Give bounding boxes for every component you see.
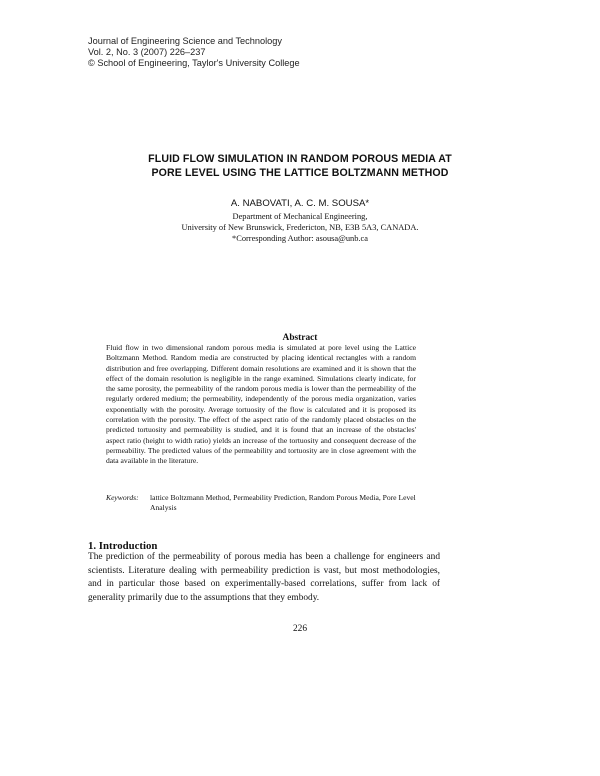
journal-header (88, 36, 300, 69)
university: University of New Brunswick, Fredericton, NB, E3B 5A3, CANADA. (181, 223, 419, 232)
keywords-label: Keywords: (106, 493, 139, 502)
journal-name: Journal of Engineering Science and Technology (88, 36, 282, 46)
title-line-2: PORE LEVEL USING THE LATTICE BOLTZMANN METHOD (151, 167, 449, 179)
journal-copyright: © School of Engineering, Taylor's University College (88, 58, 300, 68)
corresponding-author: *Corresponding Author: asousa@unb.ca (232, 234, 368, 243)
keywords-text: lattice Boltzmann Method, Permeability Prediction, Random Porous Media, Pore Level Analysis (150, 493, 416, 513)
page-number: 226 (292, 624, 308, 634)
introduction-heading: 1. Introduction (88, 540, 158, 552)
paper-title (60, 152, 540, 180)
authors: A. NABOVATI, A. C. M. SOUSA* (230, 198, 370, 209)
department: Department of Mechanical Engineering, (232, 212, 368, 221)
abstract-heading: Abstract (282, 333, 318, 343)
introduction-text: The prediction of the permeability of porous media has been a challenge for engineers and scientists. Literature dealing with permeability prediction is vast, but most methodologies, and in particular those based on experimentally-based correlations, suffer from lack of generality primarily due to the assumptions that they embody. (88, 552, 440, 603)
keywords (106, 493, 416, 514)
abstract-text: Fluid flow in two dimensional random porous media is simulated at pore level using the Lattice Boltzmann Method. Random media are constructed by placing identical rectangles with a random distribution and free overlapping. Different domain resolutions are examined and it is shown that the effect of the domain resolution is negligible in the range examined. Simulations clearly indicate, for the same porosity, the permeability of the random porous media is lower than the permeability of the regularly ordered medium; the permeability, independently of the porous media organization, varies exponentially with the porosity. Average tortuosity of the flow is calculated and it is proposed its correlation with the porosity. The effect of the aspect ratio of the randomly placed obstacles on the predicted tortuosity and permeability is studied, and it is found that an increase of the obstacles' aspect ratio (height to width ratio) yields an increase of the tortuosity and consequent decrease of the permeability. The predicted values of the permeability and tortuosity are in close agreement with the data available in the literature. (106, 343, 416, 466)
title-line-1: FLUID FLOW SIMULATION IN RANDOM POROUS MEDIA AT (148, 153, 452, 165)
affiliation (60, 211, 540, 244)
journal-volume: Vol. 2, No. 3 (2007) 226–237 (88, 47, 206, 57)
